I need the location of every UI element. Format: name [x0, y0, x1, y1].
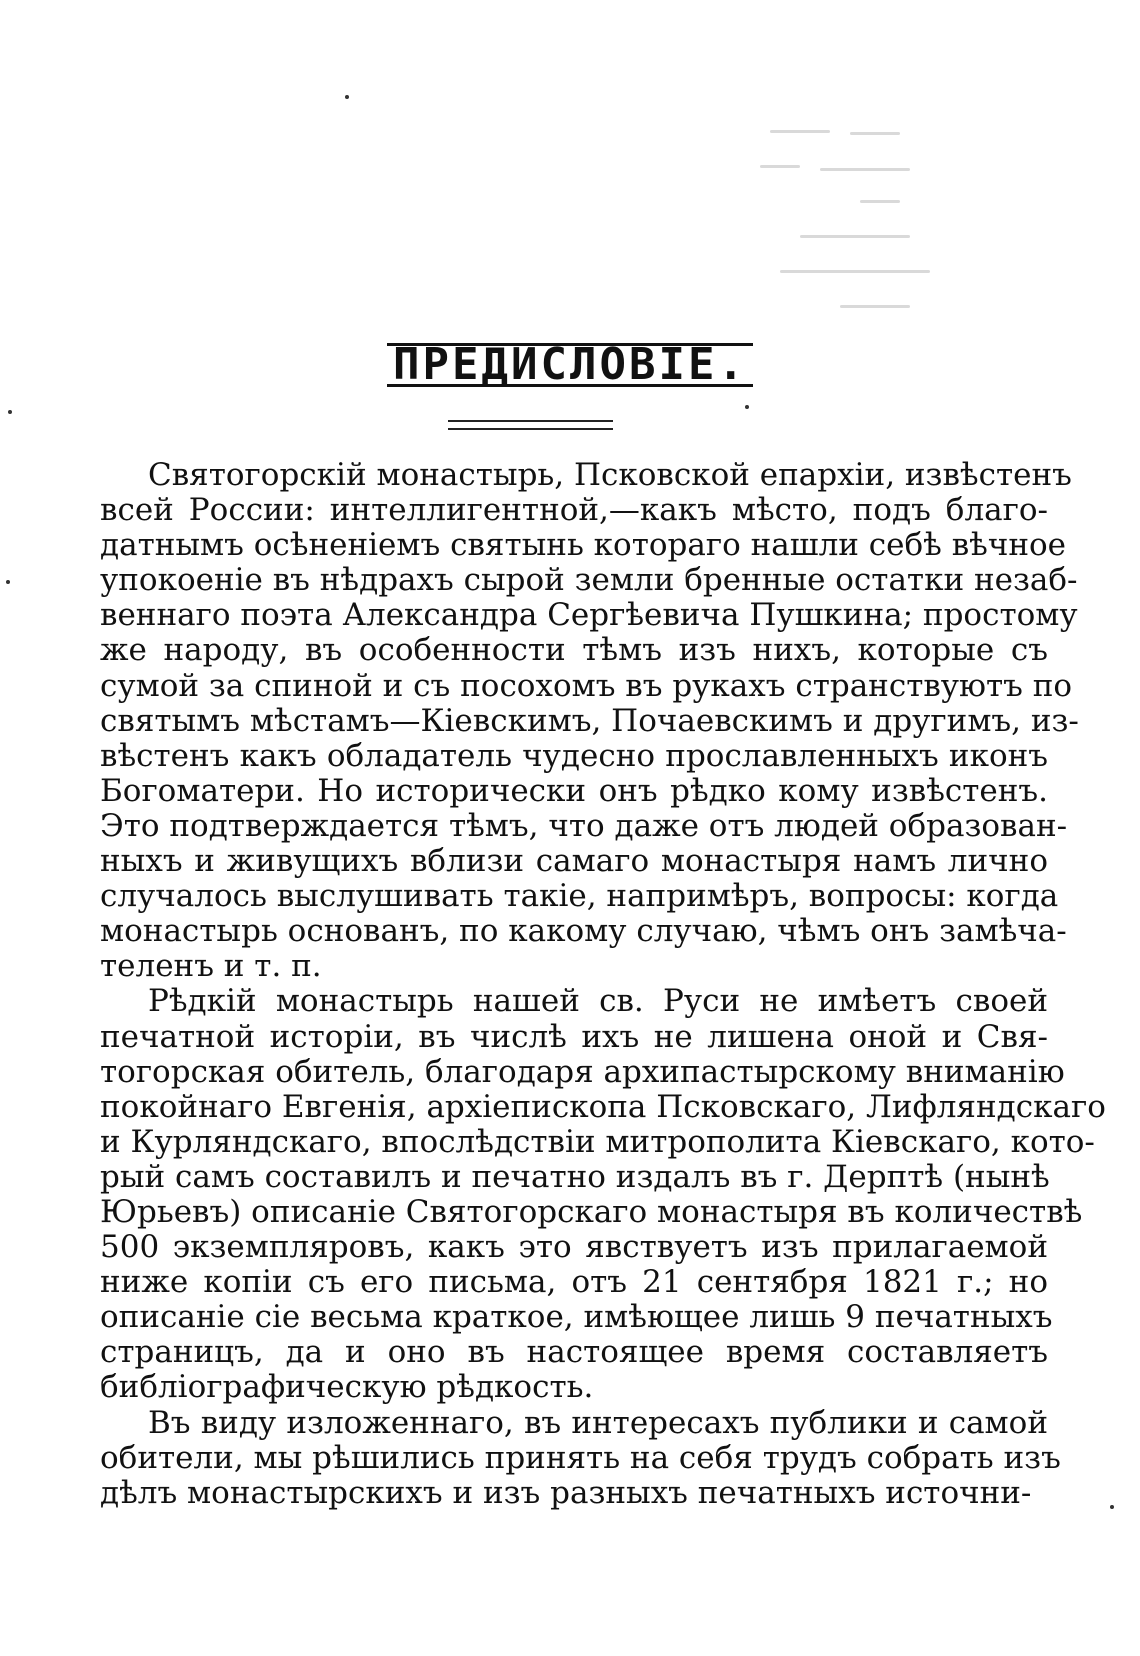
page-heading [0, 340, 1140, 390]
text-line: Богоматери. Но исторически онъ рѣдко кому извѣстенъ. [100, 772, 1048, 809]
text-line: описаніе сіе весьма краткое, имѣющее лишь 9 печатныхъ [100, 1299, 1053, 1336]
text-line: Юрьевъ) описаніе Святогорскаго монастыря въ количествѣ [100, 1193, 1083, 1230]
text-line: ныхъ и живущихъ вблизи самаго монастыря намъ лично [100, 843, 1048, 880]
paragraph [100, 1404, 1061, 1511]
text-line: же народу, въ особенности тѣмъ изъ нихъ, которые съ [100, 632, 1048, 669]
text-line: покойнаго Евгенія, архіепископа Псковскаго, Лифляндскаго [100, 1088, 1106, 1125]
text-line: упокоеніе въ нѣдрахъ сырой земли бренные остатки незаб- [100, 562, 1078, 599]
text-line: обители, мы рѣшились принять на себя трудъ собрать изъ [100, 1439, 1061, 1476]
text-line: святымъ мѣстамъ—Кіевскимъ, Почаевскимъ и другимъ, из- [100, 702, 1079, 739]
text-line: дѣлъ монастырскихъ и изъ разныхъ печатныхъ источни- [100, 1474, 1032, 1511]
text-line: библіографическую рѣдкость. [100, 1369, 594, 1406]
heading-text: ПРЕДИСЛОВІЕ. [387, 343, 753, 387]
paragraph [100, 983, 1106, 1406]
text-line: вѣстенъ какъ обладатель чудесно прославленныхъ иконъ [100, 737, 1048, 774]
text-line: 500 экземпляровъ, какъ это явствуетъ изъ прилагаемой [100, 1229, 1048, 1266]
text-line: всей России: интеллигентной,—какъ мѣсто, подъ благо- [100, 492, 1048, 529]
text-line: страницъ, да и оно въ настоящее время составляетъ [100, 1334, 1048, 1371]
body-text [100, 457, 1106, 1511]
text-line: печатной исторіи, въ числѣ ихъ не лишена оной и Свя- [100, 1018, 1048, 1055]
text-line: рый самъ составилъ и печатно издалъ въ г. Дерптѣ (нынѣ [100, 1158, 1050, 1195]
text-line: ниже копіи съ его письма, отъ 21 сентября 1821 г.; но [100, 1264, 1048, 1301]
text-line: монастырь основанъ, по какому случаю, чѣмъ онъ замѣча- [100, 913, 1067, 950]
text-line: Это подтверждается тѣмъ, что даже отъ людей образован- [100, 807, 1068, 844]
heading-rule [448, 420, 613, 430]
faded-stamp [740, 130, 1000, 350]
text-line: сумой за спиной и съ посохомъ въ рукахъ странствуютъ по [100, 667, 1073, 704]
text-line: тогорская обитель, благодаря архипастырскому вниманію [100, 1053, 1065, 1090]
text-line: теленъ и т. п. [100, 948, 322, 985]
text-line: датнымъ осѣненіемъ святынь котораго нашли себѣ вѣчное [100, 527, 1067, 564]
text-line: Въ виду изложеннаго, въ интересахъ публики и самой [148, 1404, 1048, 1441]
text-line: веннаго поэта Александра Сергѣевича Пушкина; простому [100, 597, 1078, 634]
text-line: Святогорскій монастырь, Псковской епархіи, извѣстенъ [148, 457, 1072, 493]
text-line: Рѣдкій монастырь нашей св. Руси не имѣетъ своей [148, 983, 1048, 1020]
text-line: и Курляндскаго, впослѣдствіи митрополита Кіевскаго, кото- [100, 1123, 1095, 1160]
text-line: случалось выслушивать такіе, напримѣръ, вопросы: когда [100, 878, 1059, 915]
paragraph [100, 457, 1079, 985]
